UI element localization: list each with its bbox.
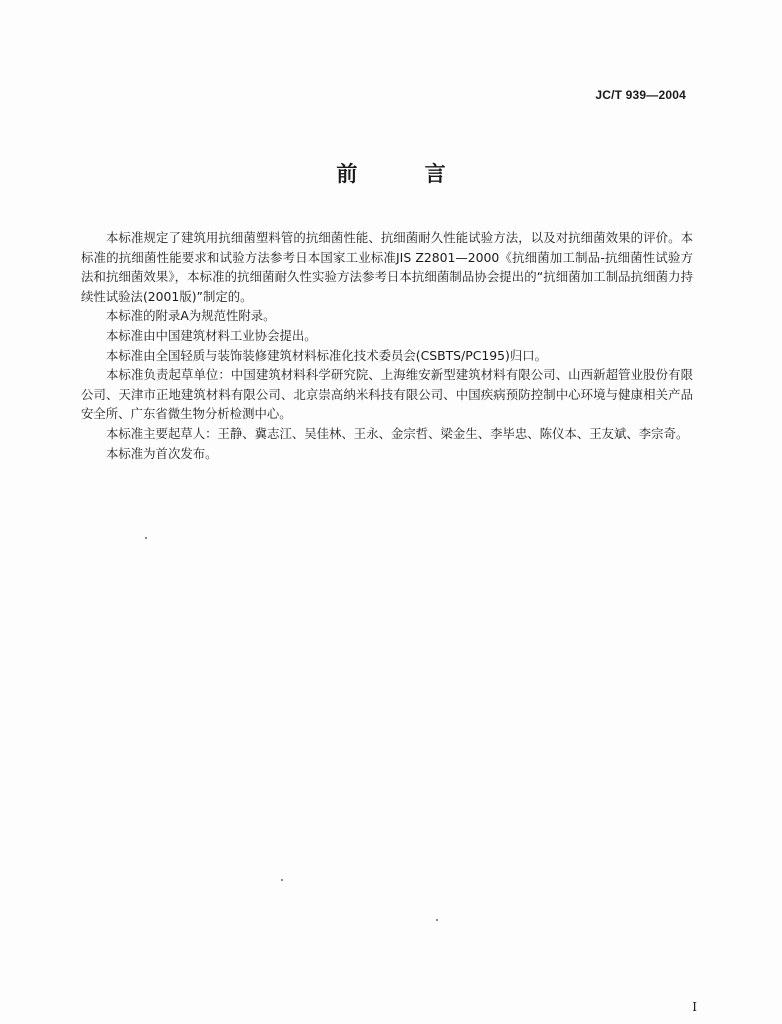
scan-speck [281, 879, 283, 881]
page-title: 前 言 [336, 162, 476, 186]
page-number: I [692, 1000, 697, 1014]
scan-speck [436, 919, 438, 921]
paragraph-drafting-units: 本标准负责起草单位：中国建筑材料科学研究院、上海维安新型建筑材料有限公司、山西新超管业股份有限公司、天津市正地建筑材料有限公司、北京崇高纳米科技有限公司、中国疾病预防控制中心环境与健康相关产品安全所、广东省微生物分析检测中心。 [81, 367, 693, 422]
paragraph-first-release: 本标准为首次发布。 [106, 445, 218, 461]
standard-code: JC/T 939—2004 [595, 88, 686, 102]
preface-body [81, 228, 693, 463]
paragraph-proposer: 本标准由中国建筑材料工业协会提出。 [106, 327, 317, 343]
scan-speck [145, 537, 147, 539]
paragraph-scope: 本标准规定了建筑用抗细菌塑料管的抗细菌性能、抗细菌耐久性能试验方法，以及对抗细菌效果的评价。本标准的抗细菌性能要求和试验方法参考日本国家工业标准JIS Z2801—2000《抗细菌加工制品-抗细菌性试验方法和抗细菌效果》，本标准的抗细菌耐久性实验方法参考日本抗细菌制品协会提出的“抗细菌加工制品抗细菌力持续性试验法(2001版)”制定的。 [81, 230, 693, 304]
paragraph-committee: 本标准由全国轻质与装饰装修建筑材料标准化技术委员会(CSBTS/PC195)归口。 [106, 347, 548, 363]
paragraph-drafters: 本标准主要起草人：王静、冀志江、吴佳林、王永、金宗哲、梁金生、李毕忠、陈仪本、王友斌、李宗奇。 [106, 425, 689, 441]
paragraph-appendix: 本标准的附录A为规范性附录。 [106, 308, 276, 324]
